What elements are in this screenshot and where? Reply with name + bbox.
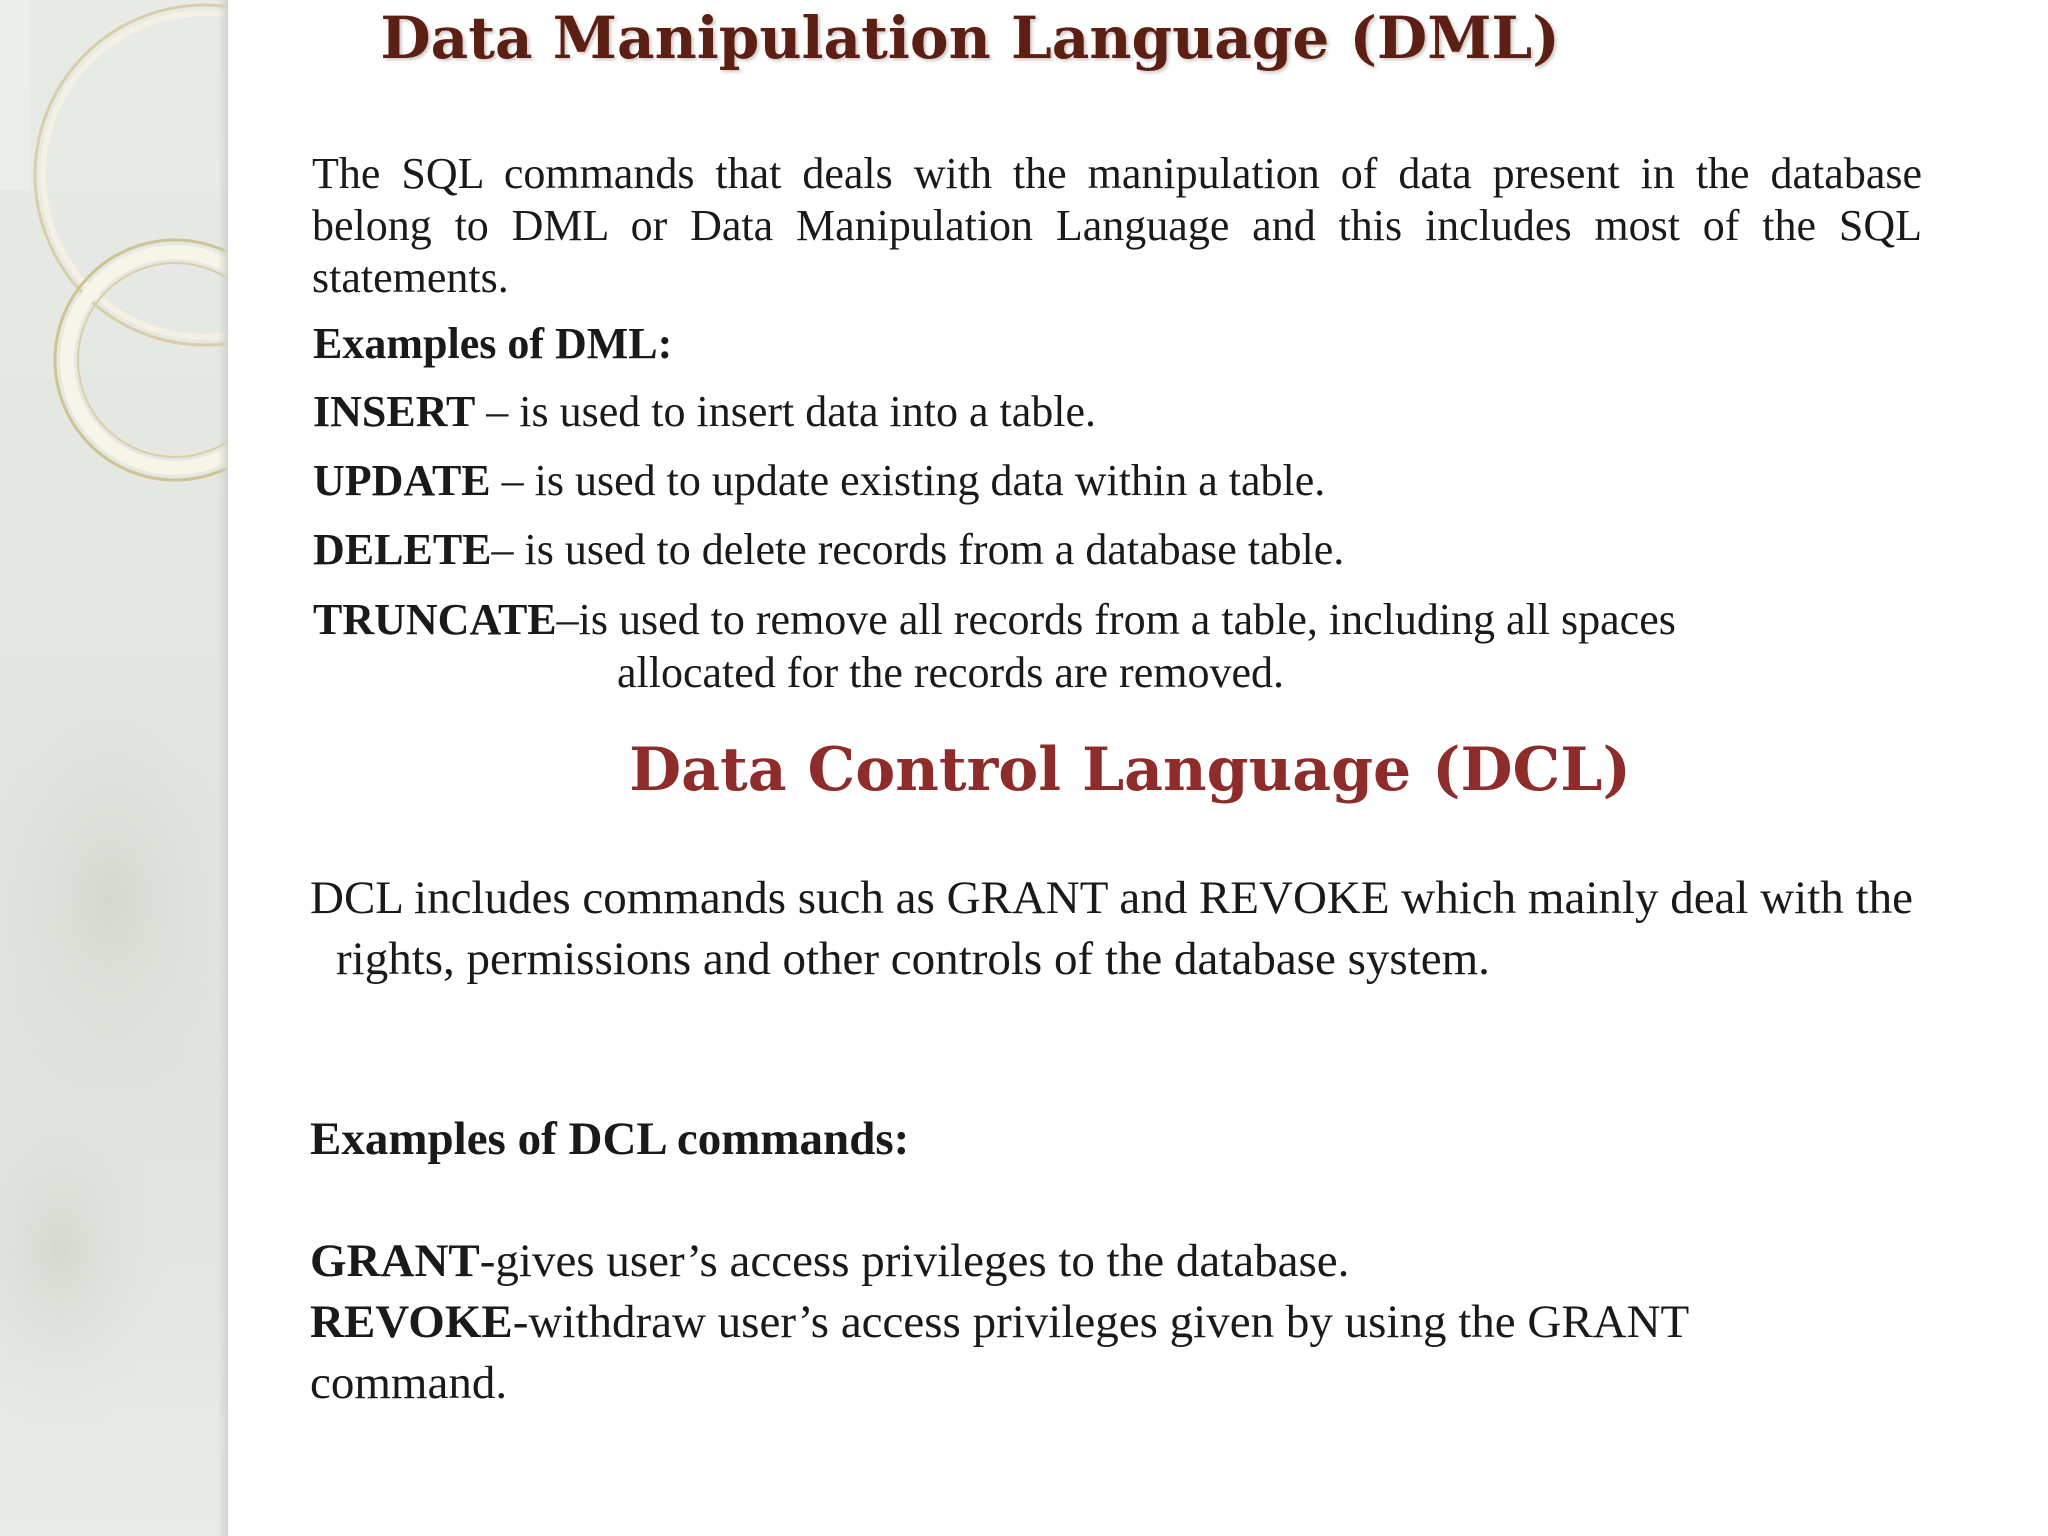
dcl-title: Data Control Language (DCL) [629, 735, 1631, 805]
dml-truncate-continuation: allocated for the records are removed. [617, 648, 1284, 697]
dml-item-delete [313, 524, 1344, 575]
dcl-term-revoke: REVOKE [310, 1296, 513, 1348]
dml-desc-insert: – is used to insert data into a table. [475, 387, 1097, 436]
dml-term-update: UPDATE [313, 456, 491, 505]
dml-item-truncate [313, 594, 1676, 645]
dcl-desc-grant: -gives user’s access privileges to the database. [479, 1235, 1350, 1287]
dcl-item-revoke [310, 1295, 1689, 1349]
dml-item-update [313, 455, 1325, 506]
dcl-revoke-continuation: command. [310, 1357, 508, 1409]
dcl-item-grant [310, 1234, 1349, 1288]
dml-title: Data Manipulation Language (DML) [380, 4, 1560, 72]
dcl-desc-revoke: -withdraw user’s access privileges given by using the GRANT [512, 1296, 1690, 1348]
dml-examples-heading: Examples of DML: [313, 319, 673, 368]
dml-term-truncate: TRUNCATE [313, 595, 557, 644]
dml-intro-paragraph: The SQL commands that deals with the manipulation of data present in the database belong to DML or Data Manipulation Language and this includes most of the SQL statements. [312, 149, 1922, 302]
dml-item-insert [313, 386, 1096, 437]
dml-desc-delete: – is used to delete records from a database table. [491, 525, 1345, 574]
side-panel-decoration [0, 0, 228, 1536]
side-panel-edge [218, 0, 228, 1536]
dml-term-insert: INSERT [313, 387, 476, 436]
ring-decoration-icon [0, 0, 228, 1536]
dml-term-delete: DELETE [313, 525, 492, 574]
dcl-examples-heading: Examples of DCL commands: [310, 1113, 910, 1165]
dml-desc-update: – is used to update existing data within a table. [490, 456, 1326, 505]
dcl-intro-paragraph: DCL includes commands such as GRANT and REVOKE which mainly deal with the rights, permissions and other controls of the database system. [310, 872, 1913, 985]
dcl-term-grant: GRANT [310, 1235, 480, 1287]
dml-desc-truncate: –is used to remove all records from a table, including all spaces [556, 595, 1676, 644]
